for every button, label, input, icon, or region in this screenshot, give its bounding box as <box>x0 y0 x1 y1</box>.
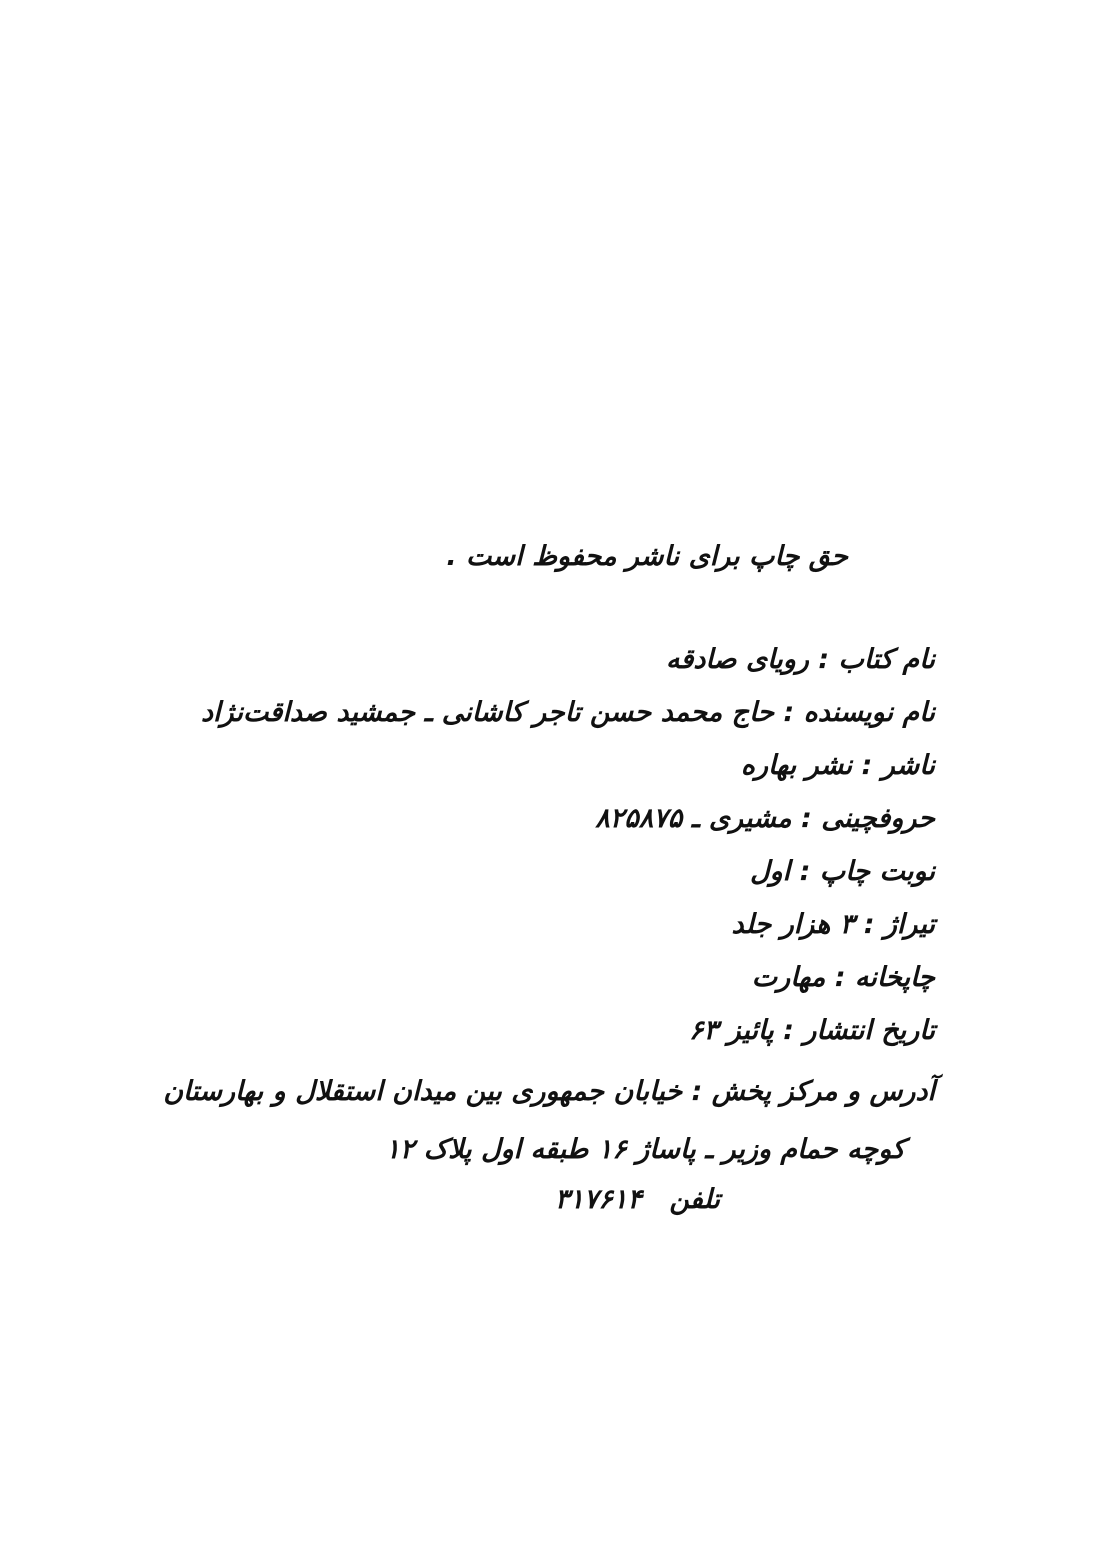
edition-line: نوبت چاپ : اول <box>750 856 935 887</box>
address-line-2: کوچه حمام وزیر ـ پاساژ ۱۶ طبقه اول پلاک ۱۲ <box>385 1134 905 1165</box>
publication-date-line: تاریخ انتشار : پائیز ۶۳ <box>689 1015 935 1046</box>
typesetting-line: حروفچینی : مشیری ـ ۸۲۵۸۷۵ <box>595 803 935 834</box>
printing-house-line: چاپخانه : مهارت <box>751 962 935 993</box>
address-line-1: آدرس و مرکز پخش : خیابان جمهوری بین میدان استقلال و بهارستان <box>163 1076 935 1107</box>
publisher-line: ناشر : نشر بهاره <box>740 750 935 781</box>
book-title-line: نام کتاب : رویای صادقه <box>665 644 935 675</box>
phone-line <box>555 1180 720 1220</box>
phone-number: ۳۱۷۶۱۴ <box>554 1184 642 1215</box>
author-line: نام نویسنده : حاج محمد حسن تاجر کاشانی ـ جمشید صداقت‌نژاد <box>201 697 935 728</box>
copyright-notice: حق چاپ برای ناشر محفوظ است . <box>446 541 848 572</box>
phone-label: تلفن <box>669 1184 720 1215</box>
print-run-line: تیراژ : ۳ هزار جلد <box>731 909 935 940</box>
